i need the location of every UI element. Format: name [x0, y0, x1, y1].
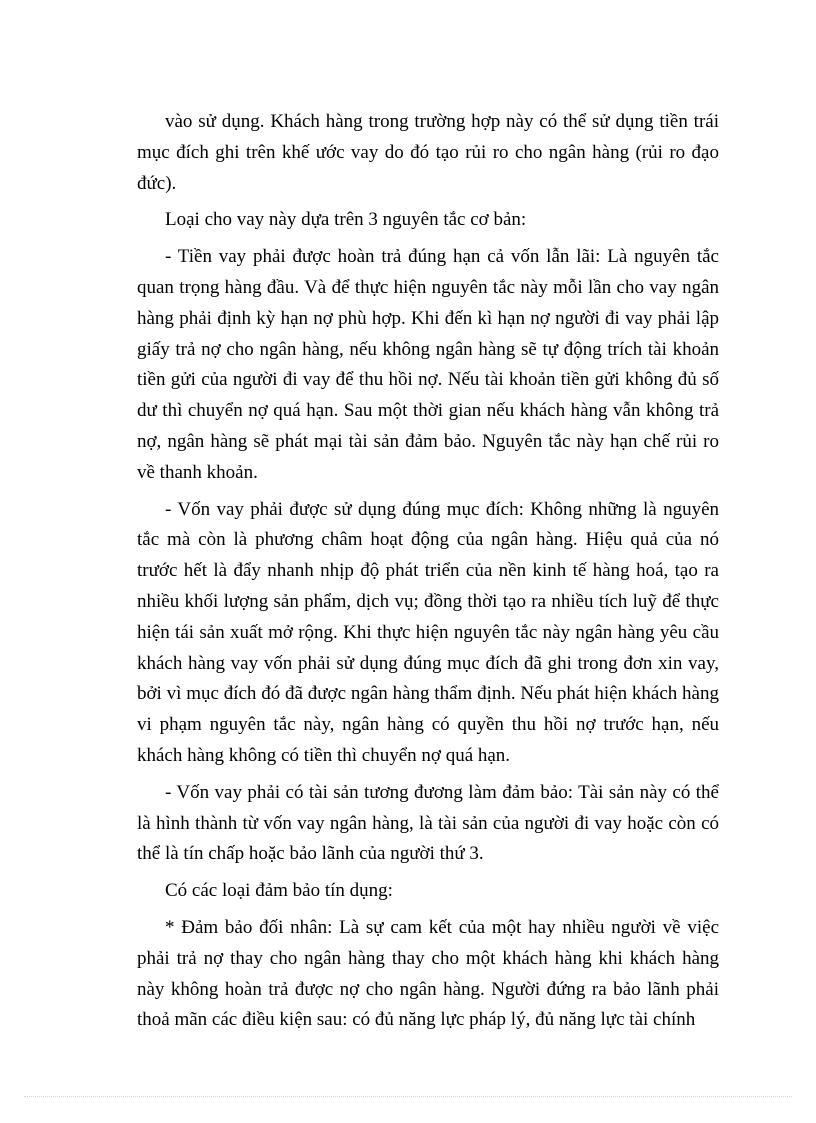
- paragraph-principle-purpose: - Vốn vay phải được sử dụng đúng mục đích: Không những là nguyên tắc mà còn là phương châm hoạt động của ngân hàng. Hiệu quả của nó trước hết là đẩy nhanh nhịp độ phát triển của nền kinh tế hàng hoá, tạo ra nhiều khối lượng sản phẩm, dịch vụ; đồng thời tạo ra nhiều tích luỹ để thực hiện tái sản xuất mở rộng. Khi thực hiện nguyên tắc này ngân hàng yêu cầu khách hàng vay vốn phải sử dụng đúng mục đích đã ghi trong đơn xin vay, bởi vì mục đích đó đã được ngân hàng thẩm định. Nếu phát hiện khách hàng vi phạm nguyên tắc này, ngân hàng có quyền thu hồi nợ trước hạn, nếu khách hàng không có tiền thì chuyển nợ quá hạn.: [137, 498, 719, 766]
- paragraph-guarantee-types: Có các loại đảm bảo tín dụng:: [165, 880, 393, 902]
- body-text: [137, 107, 719, 1042]
- paragraph-principle-repayment: - Tiền vay phải được hoàn trả đúng hạn cả vốn lẫn lãi: Là nguyên tắc quan trọng hàng đầu. Và để thực hiện nguyên tắc này mỗi lần cho vay ngân hàng phải định kỳ hạn nợ phù hợp. Khi đến kì hạn nợ người đi vay phải lập giấy trả nợ cho ngân hàng, nếu không ngân hàng sẽ tự động trích tài khoản tiền gửi của người đi vay để thu hồi nợ. Nếu tài khoản tiền gửi không đủ số dư thì chuyển nợ quá hạn. Sau một thời gian nếu khách hàng vẫn không trả nợ, ngân hàng sẽ phát mại tài sản đảm bảo. Nguyên tắc này hạn chế rủi ro về thanh khoản.: [137, 246, 719, 483]
- paragraph-principle-collateral: - Vốn vay phải có tài sản tương đương làm đảm bảo: Tài sản này có thể là hình thành từ vốn vay ngân hàng, là tài sản của người đi vay hoặc còn có thể là tín chấp hoặc bảo lãnh của người thứ 3.: [137, 781, 719, 865]
- paragraph-personal-guarantee: * Đảm bảo đối nhân: Là sự cam kết của một hay nhiều người về việc phải trả nợ thay cho ngân hàng thay cho một khách hàng khi khách hàng này không hoàn trả được nợ cho ngân hàng. Người đứng ra bảo lãnh phải thoả mãn các điều kiện sau: có đủ năng lực pháp lý, đủ năng lực tài chính: [137, 916, 719, 1031]
- footer-divider: [24, 1096, 792, 1097]
- paragraph-continuation: vào sử dụng. Khách hàng trong trường hợp này có thể sử dụng tiền trái mục đích ghi trên khế ước vay do đó tạo rủi ro cho ngân hàng (rủi ro đạo đức).: [137, 111, 719, 194]
- paragraph-principles-intro: Loại cho vay này dựa trên 3 nguyên tắc cơ bản:: [165, 209, 527, 231]
